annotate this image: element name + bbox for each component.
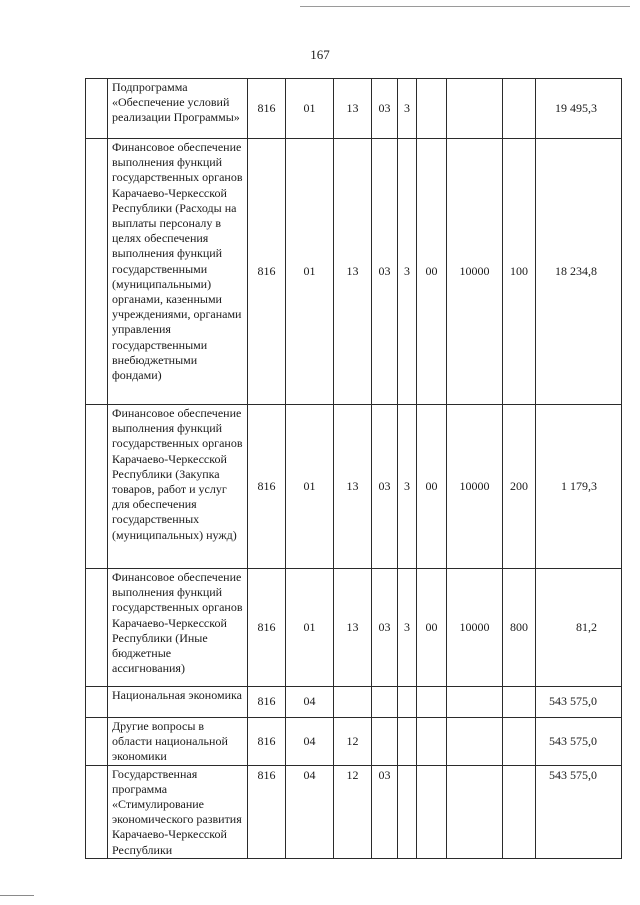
subprogram-code-cell: 3 bbox=[398, 569, 417, 687]
amount-cell: 1 179,3 bbox=[536, 405, 622, 569]
subsection-code-cell: 13 bbox=[334, 405, 372, 569]
scan-artifact-line bbox=[300, 6, 630, 7]
scan-artifact-crop-mark bbox=[0, 895, 34, 896]
item-name-cell: Государственная программа «Стимулирование экономического развития Карачаево-Черкесской Республики bbox=[108, 765, 248, 858]
subprogram-code-cell: 3 bbox=[398, 139, 417, 405]
event-code-cell bbox=[417, 687, 447, 718]
subprogram-code-cell: 3 bbox=[398, 79, 417, 139]
amount-cell: 81,2 bbox=[536, 569, 622, 687]
expense-type-cell: 800 bbox=[503, 569, 536, 687]
subsection-code-cell: 13 bbox=[334, 569, 372, 687]
direction-code-cell bbox=[447, 765, 503, 858]
event-code-cell: 00 bbox=[417, 405, 447, 569]
expense-type-cell: 100 bbox=[503, 139, 536, 405]
subprogram-code-cell: 3 bbox=[398, 405, 417, 569]
program-code-cell: 03 bbox=[372, 79, 398, 139]
ministry-code-cell: 816 bbox=[248, 718, 286, 766]
subsection-code-cell: 13 bbox=[334, 79, 372, 139]
table-row bbox=[86, 718, 622, 766]
amount-cell: 18 234,8 bbox=[536, 139, 622, 405]
item-name-cell: Национальная экономика bbox=[108, 687, 248, 718]
row-number-cell bbox=[86, 139, 108, 405]
table-row bbox=[86, 687, 622, 718]
item-name-cell: Финансовое обеспечение выполнения функций государственных органов Карачаево-Черкесской Республики (Закупка товаров, работ и услуг для обеспечения государственных (муниципальных) нужд) bbox=[108, 405, 248, 569]
ministry-code-cell: 816 bbox=[248, 687, 286, 718]
direction-code-cell: 10000 bbox=[447, 569, 503, 687]
row-number-cell bbox=[86, 569, 108, 687]
row-number-cell bbox=[86, 765, 108, 858]
subsection-code-cell bbox=[334, 687, 372, 718]
table-row bbox=[86, 569, 622, 687]
table-row bbox=[86, 765, 622, 858]
program-code-cell: 03 bbox=[372, 405, 398, 569]
amount-cell: 543 575,0 bbox=[536, 765, 622, 858]
subsection-code-cell: 13 bbox=[334, 139, 372, 405]
program-code-cell bbox=[372, 687, 398, 718]
ministry-code-cell: 816 bbox=[248, 569, 286, 687]
section-code-cell: 04 bbox=[286, 687, 334, 718]
program-code-cell: 03 bbox=[372, 569, 398, 687]
subprogram-code-cell bbox=[398, 687, 417, 718]
amount-cell: 543 575,0 bbox=[536, 687, 622, 718]
ministry-code-cell: 816 bbox=[248, 79, 286, 139]
amount-cell: 543 575,0 bbox=[536, 718, 622, 766]
direction-code-cell: 10000 bbox=[447, 139, 503, 405]
event-code-cell: 00 bbox=[417, 139, 447, 405]
table-row bbox=[86, 405, 622, 569]
subsection-code-cell: 12 bbox=[334, 765, 372, 858]
expense-type-cell bbox=[503, 79, 536, 139]
row-number-cell bbox=[86, 687, 108, 718]
table-row bbox=[86, 139, 622, 405]
subprogram-code-cell bbox=[398, 718, 417, 766]
direction-code-cell bbox=[447, 79, 503, 139]
item-name-cell: Подпрограмма «Обеспечение условий реализации Программы» bbox=[108, 79, 248, 139]
section-code-cell: 04 bbox=[286, 765, 334, 858]
section-code-cell: 04 bbox=[286, 718, 334, 766]
section-code-cell: 01 bbox=[286, 79, 334, 139]
expense-type-cell: 200 bbox=[503, 405, 536, 569]
amount-cell: 19 495,3 bbox=[536, 79, 622, 139]
direction-code-cell bbox=[447, 718, 503, 766]
budget-table bbox=[85, 78, 622, 859]
program-code-cell: 03 bbox=[372, 139, 398, 405]
subprogram-code-cell bbox=[398, 765, 417, 858]
expense-type-cell bbox=[503, 687, 536, 718]
row-number-cell bbox=[86, 79, 108, 139]
subsection-code-cell: 12 bbox=[334, 718, 372, 766]
item-name-cell: Финансовое обеспечение выполнения функций государственных органов Карачаево-Черкесской Республики (Расходы на выплаты персоналу в целях обеспечения выполнения функций государственными (муниципальными) органами, казенными учреждениями, органами управления государственными внебюджетными фондами) bbox=[108, 139, 248, 405]
program-code-cell bbox=[372, 718, 398, 766]
ministry-code-cell: 816 bbox=[248, 139, 286, 405]
page-number: 167 bbox=[310, 47, 330, 62]
direction-code-cell bbox=[447, 687, 503, 718]
expense-type-cell bbox=[503, 718, 536, 766]
ministry-code-cell: 816 bbox=[248, 405, 286, 569]
section-code-cell: 01 bbox=[286, 405, 334, 569]
event-code-cell bbox=[417, 765, 447, 858]
ministry-code-cell: 816 bbox=[248, 765, 286, 858]
row-number-cell bbox=[86, 718, 108, 766]
expense-type-cell bbox=[503, 765, 536, 858]
row-number-cell bbox=[86, 405, 108, 569]
event-code-cell bbox=[417, 79, 447, 139]
event-code-cell bbox=[417, 718, 447, 766]
direction-code-cell: 10000 bbox=[447, 405, 503, 569]
program-code-cell: 03 bbox=[372, 765, 398, 858]
table-row bbox=[86, 79, 622, 139]
item-name-cell: Финансовое обеспечение выполнения функций государственных органов Карачаево-Черкесской Республики (Иные бюджетные ассигнования) bbox=[108, 569, 248, 687]
event-code-cell: 00 bbox=[417, 569, 447, 687]
item-name-cell: Другие вопросы в области национальной экономики bbox=[108, 718, 248, 766]
section-code-cell: 01 bbox=[286, 569, 334, 687]
section-code-cell: 01 bbox=[286, 139, 334, 405]
